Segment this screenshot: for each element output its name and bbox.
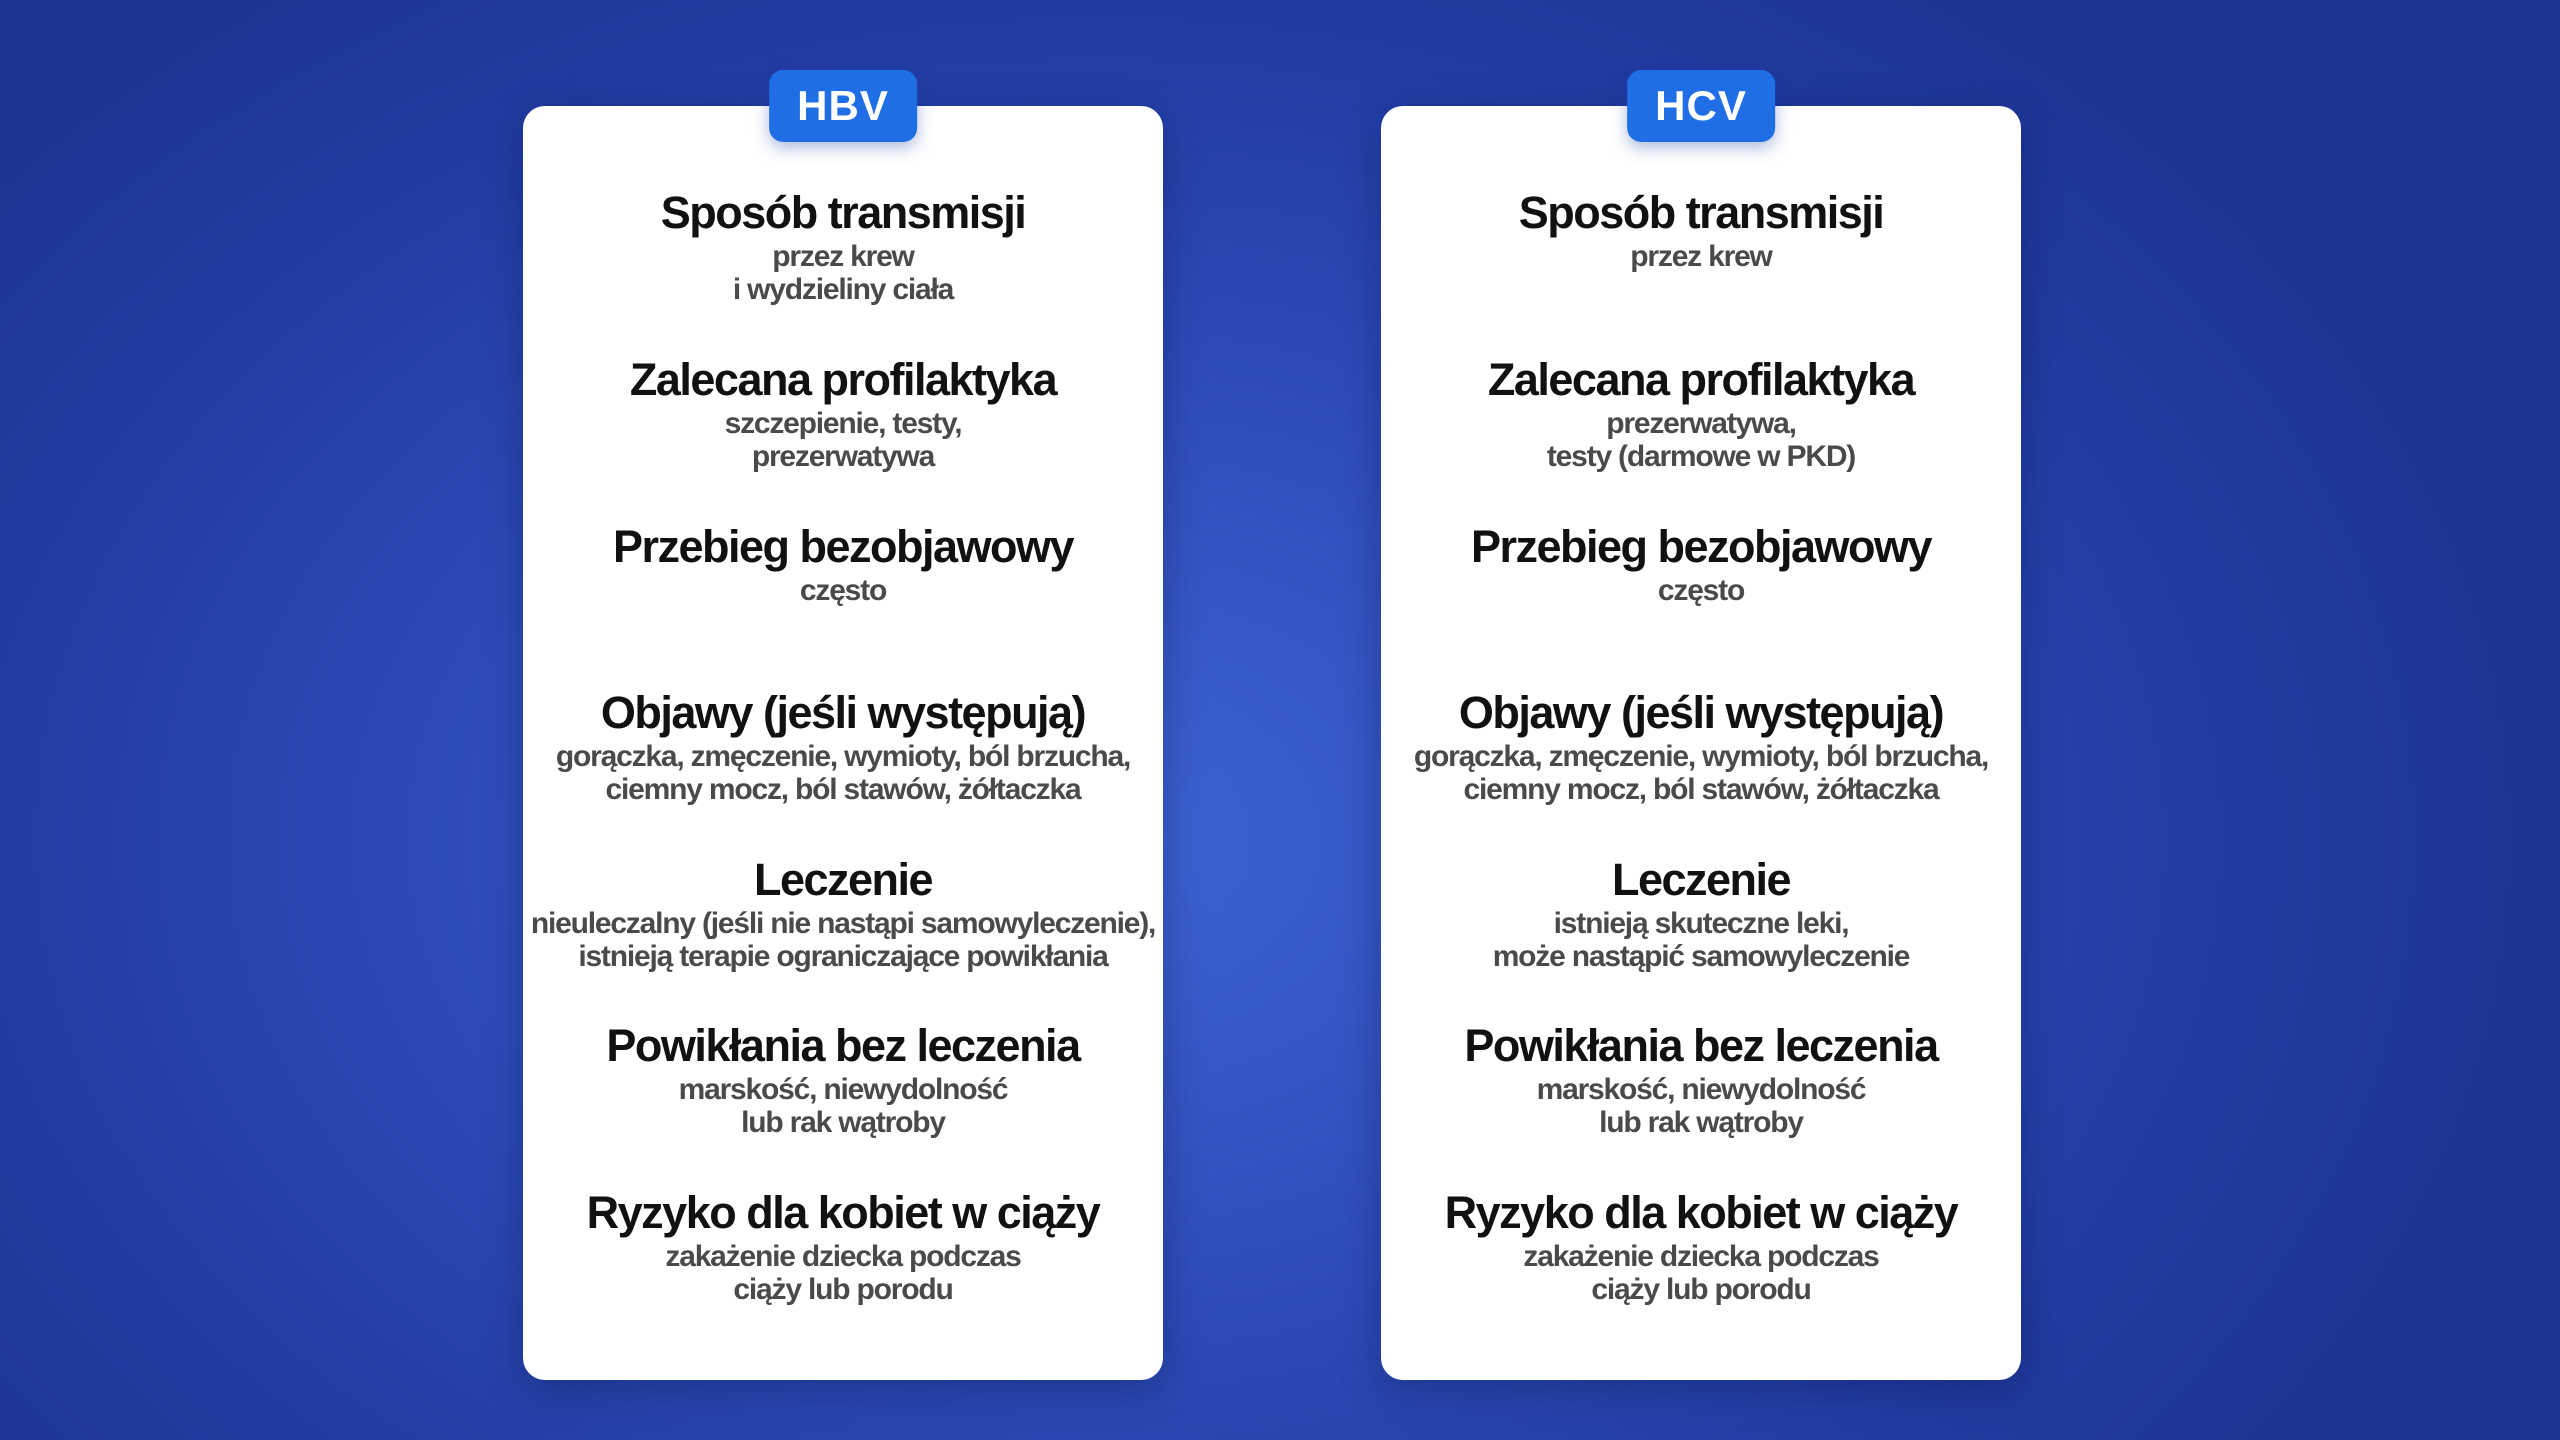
prevention-heading: Zalecana profilaktyka [1487, 354, 1915, 405]
prevention-heading: Zalecana profilaktyka [629, 354, 1057, 405]
prevention-section [1381, 353, 2021, 473]
hbv-badge: HBV [769, 70, 917, 142]
complications-section [523, 1019, 1163, 1139]
prevention-detail-line-1: szczepienie, testy, [724, 407, 962, 440]
transmission-section [523, 186, 1163, 306]
treatment-detail-line-2: może nastąpić samowyleczenie [1492, 940, 1910, 973]
pregnancy-risk-detail-line-2: ciąży lub porodu [733, 1273, 953, 1306]
hbv-card [523, 82, 1163, 1380]
pregnancy-risk-heading: Ryzyko dla kobiet w ciąży [586, 1187, 1100, 1238]
pregnancy-risk-section [523, 1186, 1163, 1306]
symptoms-section [1381, 686, 2021, 806]
treatment-detail-line-1: istnieją skuteczne leki, [1553, 907, 1849, 940]
treatment-heading: Leczenie [1611, 854, 1791, 905]
pregnancy-risk-detail-line-2: ciąży lub porodu [1591, 1273, 1811, 1306]
transmission-section [1381, 186, 2021, 273]
complications-detail-line-2: lub rak wątroby [1599, 1106, 1803, 1139]
treatment-detail-line-2: istnieją terapie ograniczające powikłania [578, 940, 1108, 973]
asymptomatic-detail-line-1: często [1657, 574, 1745, 607]
prevention-detail-line-1: prezerwatywa, [1606, 407, 1796, 440]
symptoms-detail-line-1: gorączka, zmęczenie, wymioty, ból brzucha, [555, 740, 1131, 773]
symptoms-heading: Objawy (jeśli występują) [600, 687, 1086, 738]
complications-heading: Powikłania bez leczenia [1464, 1020, 1938, 1071]
prevention-section [523, 353, 1163, 473]
complications-detail-line-2: lub rak wątroby [741, 1106, 945, 1139]
complications-section [1381, 1019, 2021, 1139]
asymptomatic-section [523, 520, 1163, 607]
complications-detail-line-1: marskość, niewydolność [1536, 1073, 1866, 1106]
transmission-detail-line-2: i wydzieliny ciała [732, 273, 954, 306]
treatment-section [523, 853, 1163, 973]
asymptomatic-section [1381, 520, 2021, 607]
complications-heading: Powikłania bez leczenia [606, 1020, 1080, 1071]
treatment-heading: Leczenie [753, 854, 933, 905]
treatment-detail-line-1: nieuleczalny (jeśli nie nastąpi samowyleczenie), [530, 907, 1156, 940]
transmission-heading: Sposób transmisji [660, 187, 1026, 238]
symptoms-section [523, 686, 1163, 806]
transmission-detail-line-1: przez krew [1630, 240, 1772, 273]
prevention-detail-line-2: prezerwatywa [751, 440, 935, 473]
pregnancy-risk-heading: Ryzyko dla kobiet w ciąży [1444, 1187, 1958, 1238]
prevention-detail-line-2: testy (darmowe w PKD) [1546, 440, 1856, 473]
hcv-badge: HCV [1627, 70, 1775, 142]
transmission-heading: Sposób transmisji [1518, 187, 1884, 238]
symptoms-heading: Objawy (jeśli występują) [1458, 687, 1944, 738]
pregnancy-risk-detail-line-1: zakażenie dziecka podczas [665, 1240, 1021, 1273]
symptoms-detail-line-2: ciemny mocz, ból stawów, żółtaczka [605, 773, 1081, 806]
hcv-card [1381, 82, 2021, 1380]
treatment-section [1381, 853, 2021, 973]
symptoms-detail-line-2: ciemny mocz, ból stawów, żółtaczka [1463, 773, 1939, 806]
transmission-detail-line-1: przez krew [772, 240, 914, 273]
asymptomatic-heading: Przebieg bezobjawowy [612, 521, 1074, 572]
pregnancy-risk-detail-line-1: zakażenie dziecka podczas [1523, 1240, 1879, 1273]
pregnancy-risk-section [1381, 1186, 2021, 1306]
complications-detail-line-1: marskość, niewydolność [678, 1073, 1008, 1106]
asymptomatic-detail-line-1: często [799, 574, 887, 607]
asymptomatic-heading: Przebieg bezobjawowy [1470, 521, 1932, 572]
symptoms-detail-line-1: gorączka, zmęczenie, wymioty, ból brzucha, [1413, 740, 1989, 773]
